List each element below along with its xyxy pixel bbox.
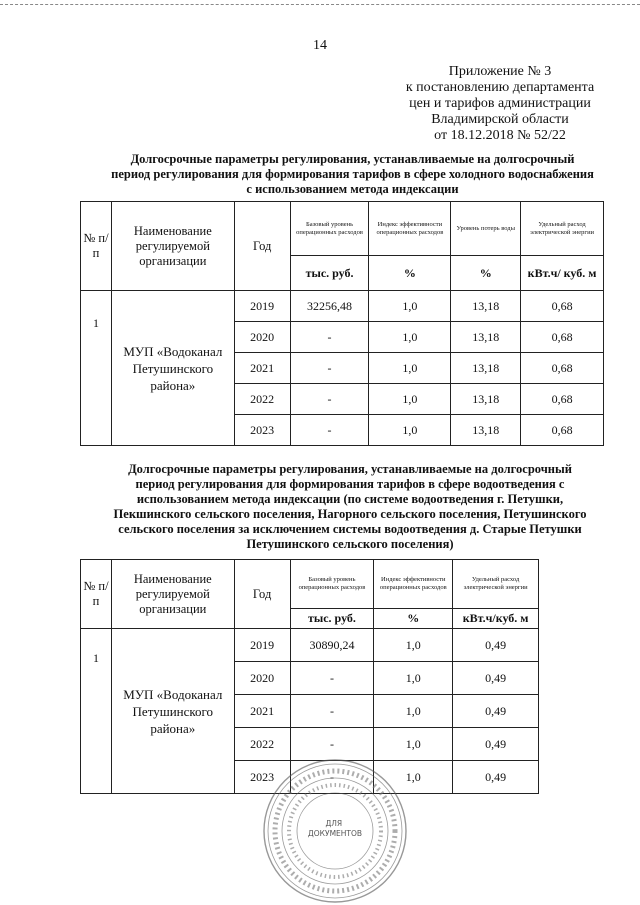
cell-loss: 13,18 [451, 415, 521, 446]
cell-energy: 0,49 [453, 728, 539, 761]
heading-line: Долгосрочные параметры регулирования, устанавливаемые на долгосрочный [130, 152, 575, 166]
cell-loss: 13,18 [451, 322, 521, 353]
heading-line: использованием метода индексации (по системе водоотведения г. Петушки, [136, 492, 564, 506]
cell-energy: 0,49 [453, 629, 539, 662]
cell-energy: 0,68 [521, 322, 604, 353]
col-header-energy: Удельный расход электрической энергии [521, 202, 604, 256]
cell-index: 1,0 [374, 761, 453, 794]
annex-line: к постановлению департамента [405, 80, 595, 95]
cell-loss: 13,18 [451, 384, 521, 415]
org-name: МУП «Водоканал Петушинского района» [111, 291, 234, 446]
scan-top-border [0, 4, 640, 5]
unit-energy: кВт.ч/куб. м [453, 609, 539, 629]
cell-loss: 13,18 [451, 291, 521, 322]
cell-year: 2022 [234, 728, 290, 761]
cell-energy: 0,49 [453, 695, 539, 728]
unit-energy: кВт.ч/ куб. м [521, 256, 604, 291]
annex-line: цен и тарифов администрации [409, 96, 591, 111]
row-number: 1 [81, 291, 112, 446]
cell-base: - [290, 353, 369, 384]
cell-year: 2023 [234, 415, 290, 446]
heading-line: период регулирования для формирования тарифов в сфере холодного водоснабжения [111, 167, 594, 181]
section2-heading [80, 462, 620, 552]
annex-block [400, 64, 600, 144]
cell-year: 2021 [234, 353, 290, 384]
cell-year: 2020 [234, 662, 290, 695]
table-row [81, 291, 604, 322]
cell-year: 2019 [234, 291, 290, 322]
unit-loss: % [451, 256, 521, 291]
cell-energy: 0,68 [521, 415, 604, 446]
cell-index: 1,0 [374, 629, 453, 662]
cell-base: - [290, 728, 374, 761]
cell-index: 1,0 [369, 291, 451, 322]
cell-index: 1,0 [369, 415, 451, 446]
table-header-row [81, 202, 604, 256]
cell-year: 2022 [234, 384, 290, 415]
cell-energy: 0,68 [521, 384, 604, 415]
heading-line: период регулирования для формирования тарифов в сфере водоотведения с [135, 477, 565, 491]
cell-energy: 0,68 [521, 291, 604, 322]
col-header-org: Наименование регулируемой организации [111, 202, 234, 291]
heading-line: Петушинского сельского поселения) [246, 537, 454, 551]
cell-energy: 0,49 [453, 662, 539, 695]
cell-base: - [290, 761, 374, 794]
row-number: 1 [81, 629, 112, 794]
table-water-supply [80, 201, 604, 446]
cell-index: 1,0 [369, 322, 451, 353]
cell-energy: 0,49 [453, 761, 539, 794]
cell-year: 2019 [234, 629, 290, 662]
col-header-num: № п/п [81, 202, 112, 291]
cell-base: 32256,48 [290, 291, 369, 322]
cell-base: - [290, 695, 374, 728]
cell-index: 1,0 [374, 728, 453, 761]
col-header-base: Базовый уровень операционных расходов [290, 202, 369, 256]
cell-energy: 0,68 [521, 353, 604, 384]
col-header-base: Базовый уровень операционных расходов [290, 560, 374, 609]
col-header-loss: Уровень потерь воды [451, 202, 521, 256]
heading-line: сельского поселения за исключением системы водоотведения д. Старые Петушки [118, 522, 582, 536]
heading-line: Пекшинского сельского поселения, Нагорного сельского поселения, Петушинского [113, 507, 587, 521]
cell-index: 1,0 [369, 353, 451, 384]
unit-base: тыс. руб. [290, 609, 374, 629]
annex-date: от 18.12.2018 № 52/22 [434, 128, 566, 143]
cell-base: - [290, 384, 369, 415]
unit-index: % [374, 609, 453, 629]
page-number: 14 [313, 38, 327, 53]
col-header-org: Наименование регулируемой организации [111, 560, 234, 629]
cell-index: 1,0 [374, 662, 453, 695]
cell-base: 30890,24 [290, 629, 374, 662]
col-header-index: Индекс эффективности операционных расходов [374, 560, 453, 609]
col-header-energy: Удельный расход электрической энергии [453, 560, 539, 609]
annex-title: Приложение № 3 [448, 64, 552, 79]
cell-index: 1,0 [374, 695, 453, 728]
cell-year: 2021 [234, 695, 290, 728]
table-row [81, 629, 539, 662]
org-name: МУП «Водоканал Петушинского района» [111, 629, 234, 794]
section1-heading [90, 152, 615, 197]
cell-year: 2020 [234, 322, 290, 353]
col-header-index: Индекс эффективности операционных расходов [369, 202, 451, 256]
unit-base: тыс. руб. [290, 256, 369, 291]
cell-loss: 13,18 [451, 353, 521, 384]
table-header-row [81, 560, 539, 609]
annex-line: Владимирской области [431, 112, 569, 127]
document-seal [262, 758, 408, 904]
heading-line: Долгосрочные параметры регулирования, устанавливаемые на долгосрочный [128, 462, 572, 476]
col-header-year: Год [234, 560, 290, 629]
cell-base: - [290, 662, 374, 695]
unit-index: % [369, 256, 451, 291]
cell-base: - [290, 415, 369, 446]
cell-year: 2023 [234, 761, 290, 794]
seal-center-text: ДЛЯ ДОКУМЕНТОВ [307, 819, 363, 838]
cell-base: - [290, 322, 369, 353]
col-header-num: № п/п [81, 560, 112, 629]
cell-index: 1,0 [369, 384, 451, 415]
col-header-year: Год [234, 202, 290, 291]
heading-line: с использованием метода индексации [246, 182, 459, 196]
